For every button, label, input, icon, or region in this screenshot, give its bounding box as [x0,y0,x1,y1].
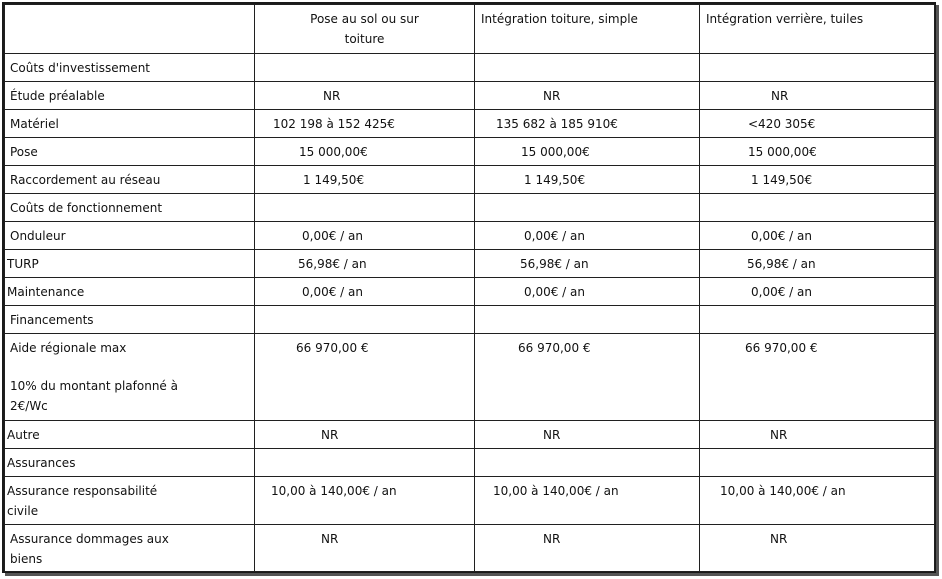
header-cell-ground-roof [255,5,475,54]
row-label: Financements [5,306,255,334]
table-cell [475,449,700,477]
table-cell: 66 970,00 € [475,334,700,421]
table-cell: 0,00€ / an [475,222,700,250]
row-label: Raccordement au réseau [5,166,255,194]
table-cell [475,306,700,334]
table-row [5,166,935,194]
row-label: Étude préalable [5,82,255,110]
row-label: Pose [5,138,255,166]
table-cell: 15 000,00€ [475,138,700,166]
table-cell [255,194,475,222]
table-cell: 0,00€ / an [475,278,700,306]
header-label: Intégration verrière, tuiles [706,12,864,26]
row-label: Matériel [5,110,255,138]
table-cell: 10,00 à 140,00€ / an [700,477,935,525]
table-row [5,334,935,421]
table-cell [700,194,935,222]
row-label-cell [5,477,255,525]
table-cell: NR [255,525,475,572]
cost-comparison-table [4,4,935,572]
header-cell-roof-simple [475,5,700,54]
table-row [5,54,935,82]
table-row [5,250,935,278]
row-label: Autre [5,421,255,449]
row-label: Aide régionale max [10,341,127,355]
table-cell: NR [700,82,935,110]
table-cell: NR [700,421,935,449]
table-cell: 1 149,50€ [700,166,935,194]
table-cell: NR [475,525,700,572]
row-sublabel: 10% du montant plafonné à 2€/Wc [10,379,178,413]
table-cell: 0,00€ / an [255,222,475,250]
row-label-cell [5,525,255,572]
table-cell: <420 305€ [700,110,935,138]
table-row [5,421,935,449]
row-label: Assurances [5,449,255,477]
row-label: Maintenance [5,278,255,306]
row-label: Assurance responsabilité civile [7,484,158,518]
row-label: TURP [5,250,255,278]
table-cell: 56,98€ / an [700,250,935,278]
table-cell: 1 149,50€ [255,166,475,194]
cost-table-frame [2,2,936,573]
table-cell: NR [475,421,700,449]
row-label: Coûts d'investissement [5,54,255,82]
header-cell-empty [5,5,255,54]
table-row [5,82,935,110]
table-cell: 10,00 à 140,00€ / an [475,477,700,525]
table-cell: 56,98€ / an [475,250,700,278]
row-label: Onduleur [5,222,255,250]
row-label-cell [5,334,255,421]
table-cell: 15 000,00€ [255,138,475,166]
table-cell: NR [475,82,700,110]
table-cell [255,306,475,334]
table-cell: 10,00 à 140,00€ / an [255,477,475,525]
header-label: Intégration toiture, simple [481,12,638,26]
table-cell [700,449,935,477]
table-cell: NR [255,421,475,449]
table-cell: 0,00€ / an [700,278,935,306]
table-row [5,306,935,334]
header-row [5,5,935,54]
table-row [5,222,935,250]
table-cell [475,194,700,222]
table-row [5,138,935,166]
table-cell: 15 000,00€ [700,138,935,166]
header-cell-glass-tiles [700,5,935,54]
table-cell: 56,98€ / an [255,250,475,278]
table-row [5,449,935,477]
table-cell [255,449,475,477]
table-row [5,477,935,525]
table-cell: 0,00€ / an [700,222,935,250]
table-cell: 66 970,00 € [255,334,475,421]
table-cell: 0,00€ / an [255,278,475,306]
table-row [5,525,935,572]
table-cell [255,54,475,82]
table-cell [475,54,700,82]
table-row [5,278,935,306]
table-cell: 135 682 à 185 910€ [475,110,700,138]
row-label: Coûts de fonctionnement [5,194,255,222]
table-cell [700,306,935,334]
table-row [5,110,935,138]
row-label: Assurance dommages aux biens [10,532,169,566]
table-cell: NR [255,82,475,110]
table-cell: NR [700,525,935,572]
table-cell: 1 149,50€ [475,166,700,194]
table-row [5,194,935,222]
table-cell [700,54,935,82]
table-cell: 102 198 à 152 425€ [255,110,475,138]
header-label: Pose au sol ou sur toiture [310,12,419,46]
table-cell: 66 970,00 € [700,334,935,421]
